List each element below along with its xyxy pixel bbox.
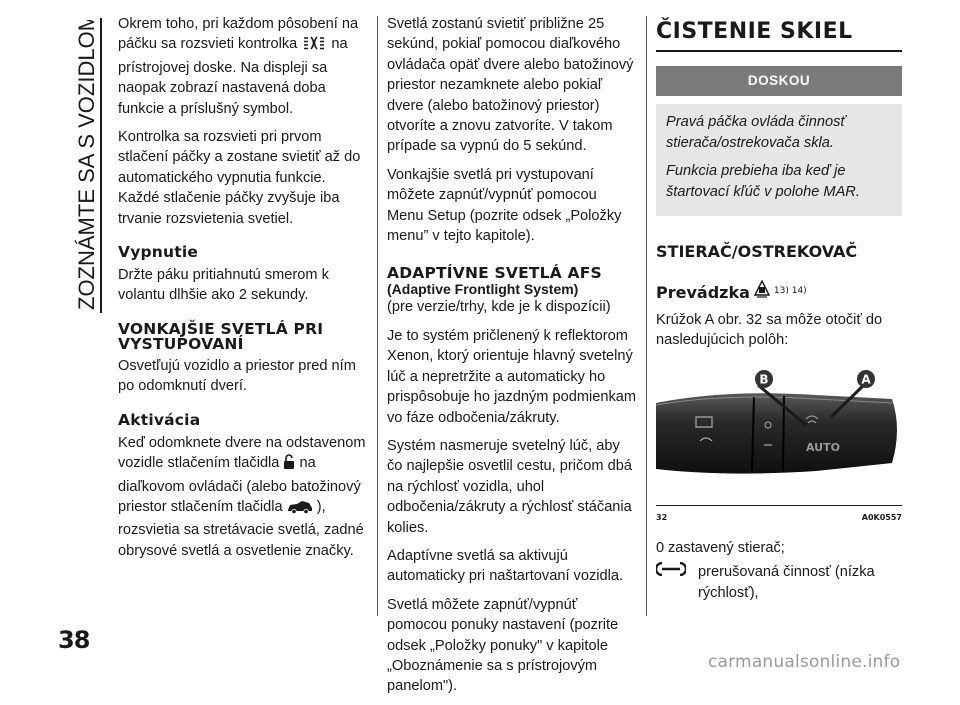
figure-code: A0K0557 xyxy=(861,512,902,522)
heading-afs-subtitle: (Adaptive Frontlight System) xyxy=(387,281,579,298)
heading-afs: ADAPTÍVNE SVETLÁ AFS xyxy=(387,264,602,283)
figure-number: 32 xyxy=(656,512,668,522)
figure-stalk xyxy=(656,359,902,506)
column-1 xyxy=(118,14,368,569)
warning-book-icon xyxy=(754,280,770,303)
list-item xyxy=(656,538,902,558)
paragraph: Systém nasmeruje svetelný lúč, aby čo najlepšie osvetlil cestu, pričom dbá na rýchlosť vozidla, uhol odbočenia/zákruty a rýchlosť stáčania kolies. xyxy=(387,437,632,536)
paragraph: Okrem toho, pri každom pôsobení na páčku sa rozsvieti kontrolka na prístrojovej doske. Na displeji sa naopak zobrazí nastavená doba funkcie a príslušný symbol. xyxy=(118,16,359,117)
section-band: DOSKOU xyxy=(656,66,902,96)
heading-stierac: STIERAČ/OSTREKOVAČ xyxy=(656,242,858,262)
unlock-icon xyxy=(283,454,295,476)
note-text: Funkcia prebieha iba keď je štartovací kľúč v polohe MAR. xyxy=(666,163,860,200)
column-divider xyxy=(377,16,378,616)
paragraph: Adaptívne svetlá sa aktivujú automaticky pri naštartovaní vozidla. xyxy=(387,547,624,585)
watermark: carmanualsonline.info xyxy=(708,652,901,672)
column-3 xyxy=(656,14,902,607)
position-symbol: 0 xyxy=(656,540,665,557)
paragraph: Je to systém pričlenený k reflektorom Xenon, ktorý orientuje hlavný svetelný lúč a nepretržite a automaticky ho prispôsobuje ho jazdným podmienkam vo fáze odbočenia/zákruty. xyxy=(387,327,637,426)
heading-cistenie-skiel: ČISTENIE SKIEL xyxy=(656,20,902,52)
paragraph: Svetlá zostanú svietiť približne 25 sekúnd, pokiaľ pomocou diaľkového ovládača opäť dvere alebo batožinový priestor nezamknete alebo pokiaľ dvere (alebo batožinový priestor) otvoríte a znovu zatvoríte. V takom prípade sa vypnú do 5 sekúnd. xyxy=(387,16,634,155)
headlight-indicator-icon xyxy=(301,35,327,57)
paragraph: Svetlá môžete zapnúť/vypnúť pomocou ponuky nastavení (pozrite odsek „Položky ponuky" v kapitole „Oboznámenie sa s prístrojovým panelom"). xyxy=(387,596,619,695)
paragraph: Keď odomknete dvere na odstavenom vozidle stlačením tlačidla na diaľkovom ovládači (alebo batožinový priestor stlačením tlačidla ), rozsvietia sa stretávacie svetlá, zadné obrysové svetlá a osvetlenie značky. xyxy=(118,434,366,559)
label-a: A xyxy=(861,372,871,387)
note-box xyxy=(656,104,902,216)
paragraph: (pre verzie/trhy, kde je k dispozícii) xyxy=(387,299,611,316)
list-item-text: prerušovaná činnosť (nízka rýchlosť), xyxy=(698,564,875,601)
sidebar-title-text: ZOZNÁMTE SA S VOZIDLOM xyxy=(74,20,99,310)
sidebar-rule xyxy=(100,18,102,313)
heading-aktivacia: Aktivácia xyxy=(118,410,201,429)
list-item-text: zastavený stierač; xyxy=(668,540,785,557)
trunk-icon xyxy=(287,500,313,520)
column-2 xyxy=(387,14,637,705)
paragraph: Kontrolka sa rozsvieti pri prvom stlačení páčky a zostane svietiť až do automatického vypnutia funkcie. Každé stlačenie páčky zvyšuje iba trvanie rozsvietenia svetiel. xyxy=(118,129,361,227)
label-b: B xyxy=(759,372,769,387)
list-item xyxy=(656,562,902,603)
heading-prevadzka: Prevádzka 13) 14) xyxy=(656,280,902,303)
paragraph: Vonkajšie svetlá pri vystupovaní môžete zapnúť/vypnúť pomocou Menu Setup (pozrite odsek „Položky menu” v tejto kapitole). xyxy=(387,166,622,245)
page-number: 38 xyxy=(58,626,90,654)
reference-numbers: 13) 14) xyxy=(773,286,807,297)
heading-vypnutie: Vypnutie xyxy=(118,243,199,262)
paragraph: Osvetľujú vozidlo a priestor pred ním po odomknutí dverí. xyxy=(118,357,356,395)
paragraph: Krúžok A obr. 32 sa môže otočiť do nasledujúcich polôh: xyxy=(656,311,883,349)
note-text: Pravá páčka ovláda činnosť stierača/ostrekovača skla. xyxy=(666,114,846,151)
wiper-stalk-illustration xyxy=(656,359,902,505)
auto-label: AUTO xyxy=(806,440,840,454)
figure-caption xyxy=(656,506,902,528)
heading-exterior-lights: VONKAJŠIE SVETLÁ PRI VYSTUPOVANÍ xyxy=(118,319,324,353)
column-divider xyxy=(646,16,647,616)
paragraph: Držte páku pritiahnutú smerom k volantu dlhšie ako 2 sekundy. xyxy=(118,267,329,304)
intermittent-wipe-icon xyxy=(656,562,698,603)
